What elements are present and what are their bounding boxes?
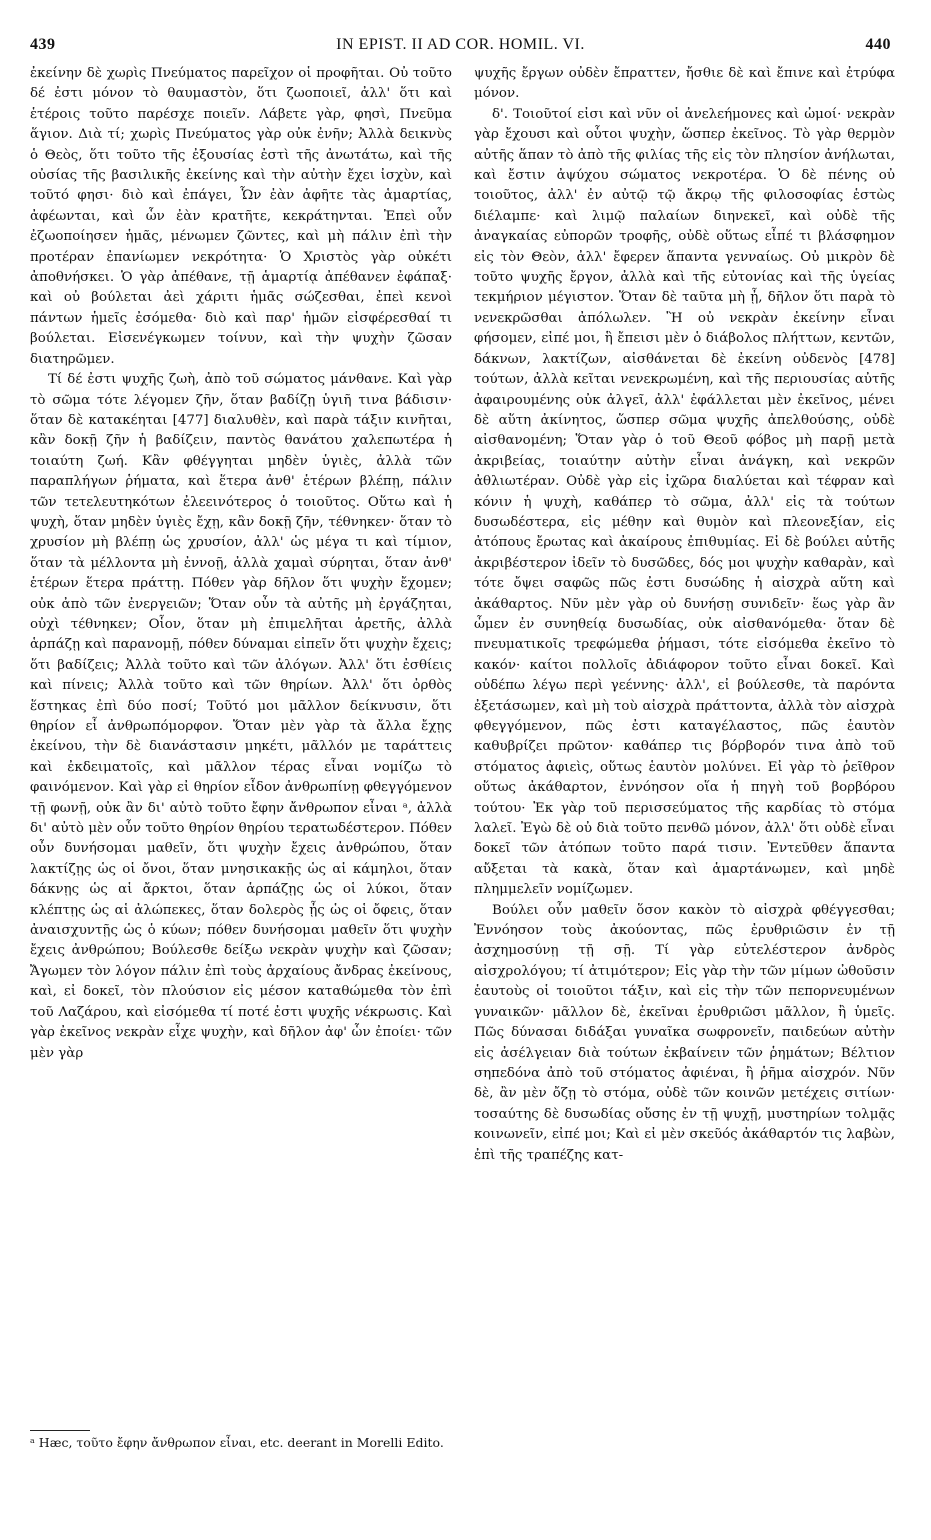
left-column (30, 64, 452, 1064)
footnote-divider (30, 1430, 90, 1431)
right-column (474, 64, 895, 1166)
paragraph: ἐκείνην δὲ χωρὶς Πνεύματος παρεῖχον οἱ προφῆται. Οὐ τοῦτο δέ ἐστι μόνον τὸ θαυμαστὸν, ὅτι ζωοποιεῖ, ἀλλ' ὅτι καὶ ἑτέροις τοῦτο παρέσχε ποιεῖν. Λάβετε γὰρ, φησὶ, Πνεῦμα ἅγιον. Διὰ τί; χωρὶς Πνεύματος γὰρ οὐκ ἐνῆν; Ἀλλὰ δεικνὺς ὁ Θεὸς, ὅτι τοῦτο τῆς ἐξουσίας ἐστὶ τῆς ἀνωτάτω, καὶ τῆς οὐσίας τῆς βασιλικῆς ἐκείνης καὶ τὴν αὐτὴν ἔχει ἰσχὺν, καὶ τοῦτό φησι· διὸ καὶ ἐπάγει, Ὧν ἐὰν ἀφῆτε τὰς ἁμαρτίας, ἀφέωνται, καὶ ὧν ἐὰν κρατῆτε, κεκράτηνται. Ἐπεὶ οὖν ἐζωοποίησεν ἡμᾶς, μένωμεν ζῶντες, καὶ μὴ πάλιν ἐπὶ τὴν προτέραν ἐπανίωμεν νεκρότητα· Ὁ Χριστὸς γὰρ οὐκέτι ἀποθνήσκει. Ὁ γὰρ ἀπέθανε, τῇ ἁμαρτίᾳ ἀπέθανεν ἐφάπαξ· καὶ οὐ βούλεται ἀεὶ χάριτι ἡμᾶς σώζεσθαι, ἐπεὶ κενοὶ πάντων ἡμεῖς ἐσόμεθα· διὸ καὶ παρ' ἡμῶν εἰσφέρεσθαί τι βούλεται. Εἰσενέγκωμεν τοίνυν, καὶ τὴν ψυχὴν ζῶσαν διατηρῶμεν. (30, 66, 452, 367)
footnote: ᵃ Hæc, τοῦτο ἔφην ἄνθρωπον εἶναι, etc. deerant in Morelli Edito. (30, 1435, 444, 1450)
paragraph: Τί δέ ἐστι ψυχῆς ζωὴ, ἀπὸ τοῦ σώματος μάνθανε. Καὶ γὰρ τὸ σῶμα τότε λέγομεν ζῆν, ὅταν βαδίζῃ ὑγιῆ τινα βάδισιν· ὅταν δὲ κατακέηται [477] διαλυθὲν, καὶ παρὰ τάξιν κινῆται, κἂν δοκῇ ζῆν ἡ βαδίζειν, παντὸς θανάτου χαλεπωτέρα ἡ τοιαύτη ζωή. Κἂν φθέγγηται μηδὲν ὑγιὲς, ἀλλὰ τῶν παραπλήγων ῥήματα, καὶ ἕτερα ἀνθ' ἑτέρων βλέπῃ, πάλιν τῶν τετελευτηκότων ἐλεεινότερος ὁ τοιοῦτος. Οὕτω καὶ ἡ ψυχὴ, ὅταν μηδὲν ὑγιὲς ἔχῃ, κἂν δοκῇ ζῆν, τέθνηκεν· ὅταν τὸ χρυσίον μὴ βλέπῃ ὡς χρυσίον, ἀλλ' ὡς μέγα τι καὶ τίμιον, ὅταν τὰ μέλλοντα μὴ ἐννοῇ, ἀλλὰ χαμαὶ σύρηται, ὅταν ἀνθ' ἑτέρων ἕτερα πράττῃ. Πόθεν γὰρ δῆλον ὅτι ψυχὴν ἔχομεν; οὐκ ἀπὸ τῶν ἐνεργειῶν; Ὅταν οὖν τὰ αὐτῆς μὴ ἐργάζηται, οὐχὶ τέθνηκεν; Οἷον, ὅταν μὴ ἐπιμελῆται ἀρετῆς, ἀλλὰ ἁρπάζῃ καὶ παρανομῇ, πόθεν δύναμαι εἰπεῖν ὅτι ψυχὴν ἔχεις; ὅτι βαδίζεις; Ἀλλὰ τοῦτο καὶ τῶν ἀλόγων. Ἀλλ' ὅτι ἐσθίεις καὶ πίνεις; Ἀλλὰ τοῦτο καὶ τῶν θηρίων. Ἀλλ' ὅτι ὀρθὸς ἕστηκας ἐπὶ δύο ποσί; Τοῦτό μοι μᾶλλον δείκνυσιν, ὅτι θηρίον εἶ ἀνθρωπόμορφον. Ὅταν μὲν γὰρ τὰ ἄλλα ἔχῃς ἐκείνου, τὴν δὲ διανάστασιν μηκέτι, μᾶλλόν με ταράττεις καὶ ἐκδειματοῖς, καὶ μᾶλλον τέρας εἶναι νομίζω τὸ φαινόμενον. Καὶ γὰρ εἰ θηρίον εἶδον ἀνθρωπίνῃ φθεγγόμενον τῇ φωνῇ, οὐκ ἂν δι' αὐτὸ τοῦτο ἔφην ἄνθρωπον εἶναι ᵃ, ἀλλὰ δι' αὐτὸ μὲν οὖν τοῦτο θηρίον θηρίου τερατωδέστερον. Πόθεν οὖν δυνήσομαι μαθεῖν, ὅτι ψυχὴν ἔχεις ἀνθρώπου, ὅταν λακτίζῃς ὡς οἱ ὄνοι, ὅταν μνησικακῇς ὡς αἱ κάμηλοι, ὅταν δάκνῃς ὡς αἱ ἄρκτοι, ὅταν ἁρπάζῃς ὡς οἱ λύκοι, ὅταν κλέπτῃς ὡς αἱ ἀλώπεκες, ὅταν δολερὸς ᾖς ὡς οἱ ὄφεις, ὅταν ἀναισχυντῇς ὡς ὁ κύων; πόθεν δυνήσομαι μαθεῖν ὅτι ψυχὴν ἔχεις ἀνθρώπου; Βούλεσθε δείξω νεκρὰν ψυχὴν καὶ ζῶσαν; Ἄγωμεν τὸν λόγον πάλιν ἐπὶ τοὺς ἀρχαίους ἄνδρας ἐκείνους, καὶ, εἰ δοκεῖ, τὸν πλούσιον εἰς μέσον καταθώμεθα τὸν ἐπὶ τοῦ Λαζάρου, καὶ εἰσόμεθα τί ποτέ ἐστι ψυχῆς νέκρωσις. Καὶ γὰρ ἐκεῖνος νεκρὰν εἶχε ψυχὴν, καὶ δῆλον ἀφ' ὧν ἐποίει· τῶν μὲν γὰρ (30, 372, 452, 1061)
running-header (30, 36, 891, 60)
right-page-number: 440 (865, 36, 891, 53)
left-page-number: 439 (30, 36, 56, 53)
running-title: IN EPIST. II AD COR. HOMIL. VI. (336, 36, 585, 53)
paragraph: δ'. Τοιοῦτοί εἰσι καὶ νῦν οἱ ἀνελεήμονες καὶ ὠμοί· νεκρὰν γὰρ ἔχουσι καὶ οὗτοι ψυχὴν, ὥσπερ ἐκεῖνος. Τὸ γὰρ θερμὸν αὐτῆς ἅπαν τὸ ἀπὸ τῆς φιλίας τῆς εἰς τὸν πλησίον ἀνήλωται, καὶ ἔστιν ἀψύχου σώματος νεκροτέρα. Ὁ δὲ πένης οὐ τοιοῦτος, ἀλλ' ἐν αὐτῷ τῷ ἄκρῳ τῆς φιλοσοφίας ἑστὼς διέλαμπε· καὶ λιμῷ παλαίων διηνεκεῖ, καὶ οὐδὲ τῆς ἀναγκαίας εὐπορῶν τροφῆς, οὐδὲ οὕτως εἶπέ τι βλάσφημον εἰς τὸν Θεὸν, ἀλλ' ἔφερεν ἅπαντα γενναίως. Οὐ μικρὸν δὲ τοῦτο ψυχῆς ἔργον, ἀλλὰ καὶ τῆς εὐτονίας καὶ τῆς ὑγείας τεκμήριον μέγιστον. Ὅταν δὲ ταῦτα μὴ ᾖ, δῆλον ὅτι παρὰ τὸ νενεκρῶσθαι ἀπόλωλεν. Ἢ οὐ νεκρὰν ἐκείνην εἶναι φήσομεν, εἰπέ μοι, ἣ ἔπεισι μὲν ὁ διάβολος πλήττων, κεντῶν, δάκνων, λακτίζων, αἰσθάνεται δὲ ἐκείνη οὐδενὸς [478] τούτων, ἀλλὰ κεῖται νενεκρωμένη, καὶ τῆς περιουσίας αὐτῆς ἀφαιρουμένης οὐκ ἀλγεῖ, ἀλλ' ἐφάλλεται μὲν ἐκεῖνος, μένει δὲ αὕτη ἀκίνητος, ὥσπερ σῶμα ψυχῆς ἀπελθούσης, οὐδὲ αἰσθανομένη; Ὅταν γὰρ ὁ τοῦ Θεοῦ φόβος μὴ παρῇ μετὰ ἀκριβείας, τοιαύτην αὐτὴν εἶναι ἀνάγκη, καὶ νεκρῶν ἀθλιωτέραν. Οὐδὲ γὰρ εἰς ἰχῶρα διαλύεται καὶ τέφραν καὶ κόνιν ἡ ψυχὴ, καθάπερ τὸ σῶμα, ἀλλ' εἰς τὰ τούτων δυσωδέστερα, εἰς μέθην καὶ θυμὸν καὶ πλεονεξίαν, εἰς ἀτόπους ἔρωτας καὶ ἀκαίρους ἐπιθυμίας. Εἰ δὲ βούλει αὐτῆς ἀκριβέστερον ἰδεῖν τὸ δυσῶδες, δός μοι ψυχὴν καθαρὰν, καὶ τότε ὄψει σαφῶς πῶς ἐστι δυσώδης ἡ αἰσχρὰ αὕτη καὶ ἀκάθαρτος. Νῦν μὲν γὰρ οὐ δυνήσῃ συνιδεῖν· ἕως γὰρ ἂν ὦμεν ἐν συνηθείᾳ δυσωδίας, οὐκ αἰσθανόμεθα· ὅταν δὲ πνευματικοῖς τρεφώμεθα ῥήμασι, τότε εἰσόμεθα ἐκεῖνο τὸ κακόν· καίτοι πολλοῖς ἀδιάφορον τοῦτο εἶναι δοκεῖ. Καὶ οὐδέπω λέγω περὶ γεέννης· ἀλλ', εἰ βούλεσθε, τὰ παρόντα ἐξετάσωμεν, καὶ μὴ τοὺ αἰσχρὰ πράττοντα, ἀλλὰ τὸν αἰσχρὰ φθεγγόμενον, πῶς ἐστι καταγέλαστος, πῶς ἑαυτὸν καθυβρίζει πρῶτον· καθάπερ τις βόρβορόν τινα ἀπὸ τοῦ στόματος ἀφιεὶς, οὕτως ἑαυτὸν μολύνει. Εἰ γὰρ τὸ ῥεῖθρον οὕτως ἀκάθαρτον, ἐννόησον οἵα ἡ πηγὴ τοῦ βορβόρου τούτου· Ἐκ γὰρ τοῦ περισσεύματος τῆς καρδίας τὸ στόμα λαλεῖ. Ἐγὼ δὲ οὐ διὰ τοῦτο πενθῶ μόνον, ἀλλ' ὅτι οὐδὲ εἶναι δοκεῖ τῶν ἀτόπων τοῦτο παρά τισιν. Ἐντεῦθεν ἅπαντα αὔξεται τὰ κακὰ, ὅταν καὶ ἁμαρτάνωμεν, καὶ μηδὲ πλημμελεῖν νομίζωμεν. (474, 106, 895, 898)
paragraph: Βούλει οὖν μαθεῖν ὅσον κακὸν τὸ αἰσχρὰ φθέγγεσθαι; Ἐννόησον τοὺς ἀκούοντας, πῶς ἐρυθριῶσιν ἐν τῇ ἀσχημοσύνῃ τῇ σῇ. Τί γὰρ εὐτελέστερον ἀνδρὸς αἰσχρολόγου; τί ἀτιμότερον; Εἰς γὰρ τὴν τῶν μίμων ὠθοῦσιν ἑαυτοὺς οἱ τοιοῦτοι τάξιν, καὶ εἰς τὴν τῶν πεπορνευμένων γυναικῶν· μᾶλλον δὲ, ἐκεῖναι ἐρυθριῶσι μᾶλλον, ἢ ὑμεῖς. Πῶς δύνασαι διδάξαι γυναῖκα σωφρονεῖν, παιδεύων αὐτὴν εἰς ἀσέλγειαν διὰ τούτων ἐκβαίνειν τῶν ῥημάτων; Βέλτιον σηπεδόνα ἀπὸ τοῦ στόματος ἀφιέναι, ἢ ῥῆμα αἰσχρόν. Νῦν δὲ, ἂν μὲν ὄζῃ τὸ στόμα, οὐδὲ τῶν κοινῶν μετέχεις σιτίων· τοσαύτης δὲ δυσωδίας οὔσης ἐν τῇ ψυχῇ, μυστηρίων τολμᾷς κοινωνεῖν, εἰπέ μοι; Καὶ εἰ μὲν σκεῦός ἀκάθαρτόν τις λαβὼν, ἐπὶ τῆς τραπέζης κατ- (474, 902, 895, 1163)
paragraph: ψυχῆς ἔργων οὐδὲν ἔπραττεν, ἤσθιε δὲ καὶ ἔπινε καὶ ἐτρύφα μόνον. (474, 66, 895, 102)
